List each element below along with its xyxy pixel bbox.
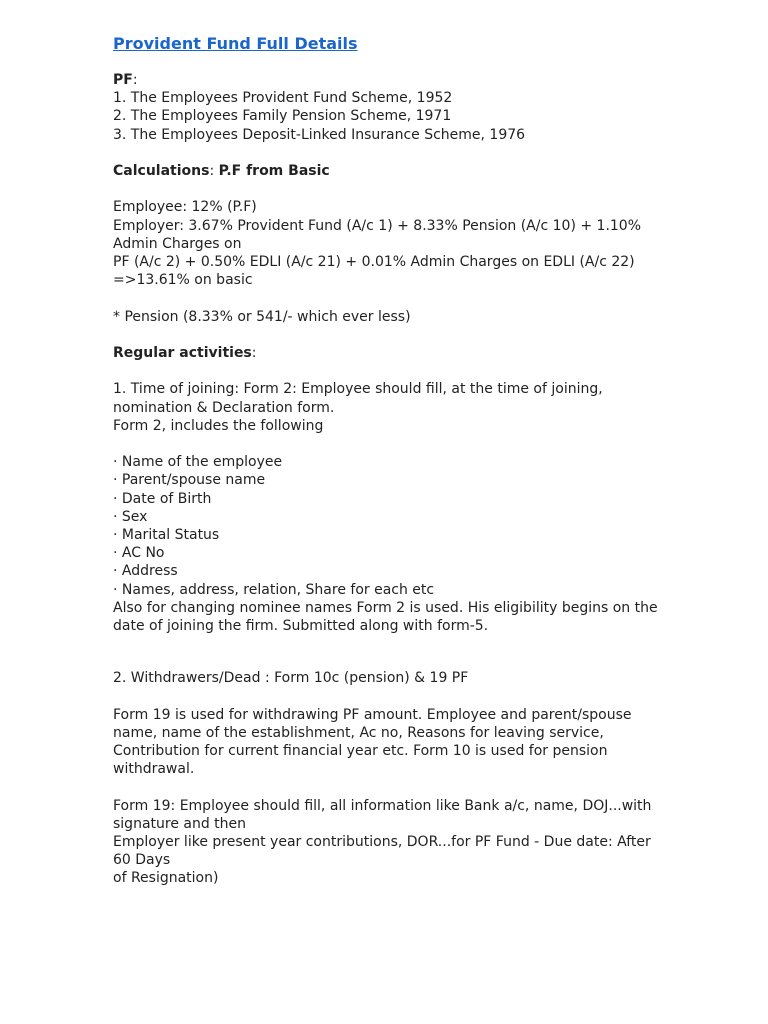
pension-note: * Pension (8.33% or 541/- which ever less) (113, 308, 411, 325)
calculation-line: =>13.61% on basic (113, 272, 253, 289)
nominee-change-line: date of joining the firm. Submitted along with form-5. (113, 618, 489, 634)
form2-bullet-item: · Address (113, 563, 178, 580)
form2-bullet-item: · Date of Birth (113, 490, 212, 507)
form19-paragraph-line: name, name of the establishment, Ac no, Reasons for leaving service, (113, 724, 604, 741)
regular-activities-section (113, 344, 673, 888)
calculations-heading (113, 162, 673, 180)
joining-line: 1. Time of joining: Form 2: Employee should fill, at the time of joining, (113, 381, 603, 398)
pf-scheme-item: 2. The Employees Family Pension Scheme, 1971 (113, 108, 452, 125)
form2-bullet-item: · Parent/spouse name (113, 472, 266, 489)
regular-activities-label: Regular activities (113, 344, 252, 361)
pf-scheme-item: 1. The Employees Provident Fund Scheme, 1952 (113, 90, 453, 107)
regular-activities-colon: : (251, 344, 257, 361)
pf-label: PF (113, 72, 133, 88)
withdrawal-heading: 2. Withdrawers/Dead : Form 10c (pension) & 19 PF (113, 670, 469, 687)
calculation-line: Employer: 3.67% Provident Fund (A/c 1) + 8.33% Pension (A/c 10) + 1.10% (113, 217, 642, 234)
form19-fill-line: Employer like present year contributions, DOR...for PF Fund - Due date: After (113, 834, 651, 850)
calculations-section (113, 162, 673, 326)
calculation-line: Admin Charges on (113, 235, 242, 252)
form2-bullet-item: · Name of the employee (113, 454, 283, 471)
form2-bullet-item: · Names, address, relation, Share for each etc (113, 581, 435, 598)
form2-bullet-item: · Sex (113, 508, 148, 525)
calculations-label: Calculations (113, 163, 210, 179)
form19-fill-line: 60 Days (113, 852, 171, 869)
joining-line: nomination & Declaration form. (113, 399, 335, 416)
calculations-colon: : (209, 163, 219, 179)
calculation-line: PF (A/c 2) + 0.50% EDLI (A/c 21) + 0.01% Admin Charges on EDLI (A/c 22) (113, 254, 635, 270)
regular-activities-heading (113, 344, 673, 362)
form2-bullet-item: · AC No (113, 545, 165, 562)
calculations-value: P.F from Basic (218, 163, 330, 179)
pf-scheme-item: 3. The Employees Deposit-Linked Insurance Scheme, 1976 (113, 126, 526, 143)
form19-paragraph-line: withdrawal. (113, 761, 195, 778)
form2-bullet-item: · Marital Status (113, 526, 220, 543)
form19-fill-line: signature and then (113, 815, 247, 832)
pf-heading (113, 71, 673, 89)
form19-fill-line: Form 19: Employee should fill, all information like Bank a/c, name, DOJ...with (113, 797, 652, 814)
pf-colon: : (132, 72, 138, 88)
calculation-line: Employee: 12% (P.F) (113, 199, 257, 216)
form19-paragraph-line: Form 19 is used for withdrawing PF amount. Employee and parent/spouse (113, 706, 632, 723)
nominee-change-line: Also for changing nominee names Form 2 is used. His eligibility begins on the (113, 599, 658, 616)
document-title-link[interactable]: Provident Fund Full Details (113, 34, 358, 53)
form19-paragraph-line: Contribution for current financial year etc. Form 10 is used for pension (113, 743, 608, 759)
document-page (113, 34, 673, 888)
joining-line: Form 2, includes the following (113, 417, 324, 434)
pf-section (113, 71, 673, 144)
form19-fill-line: of Resignation) (113, 870, 219, 887)
